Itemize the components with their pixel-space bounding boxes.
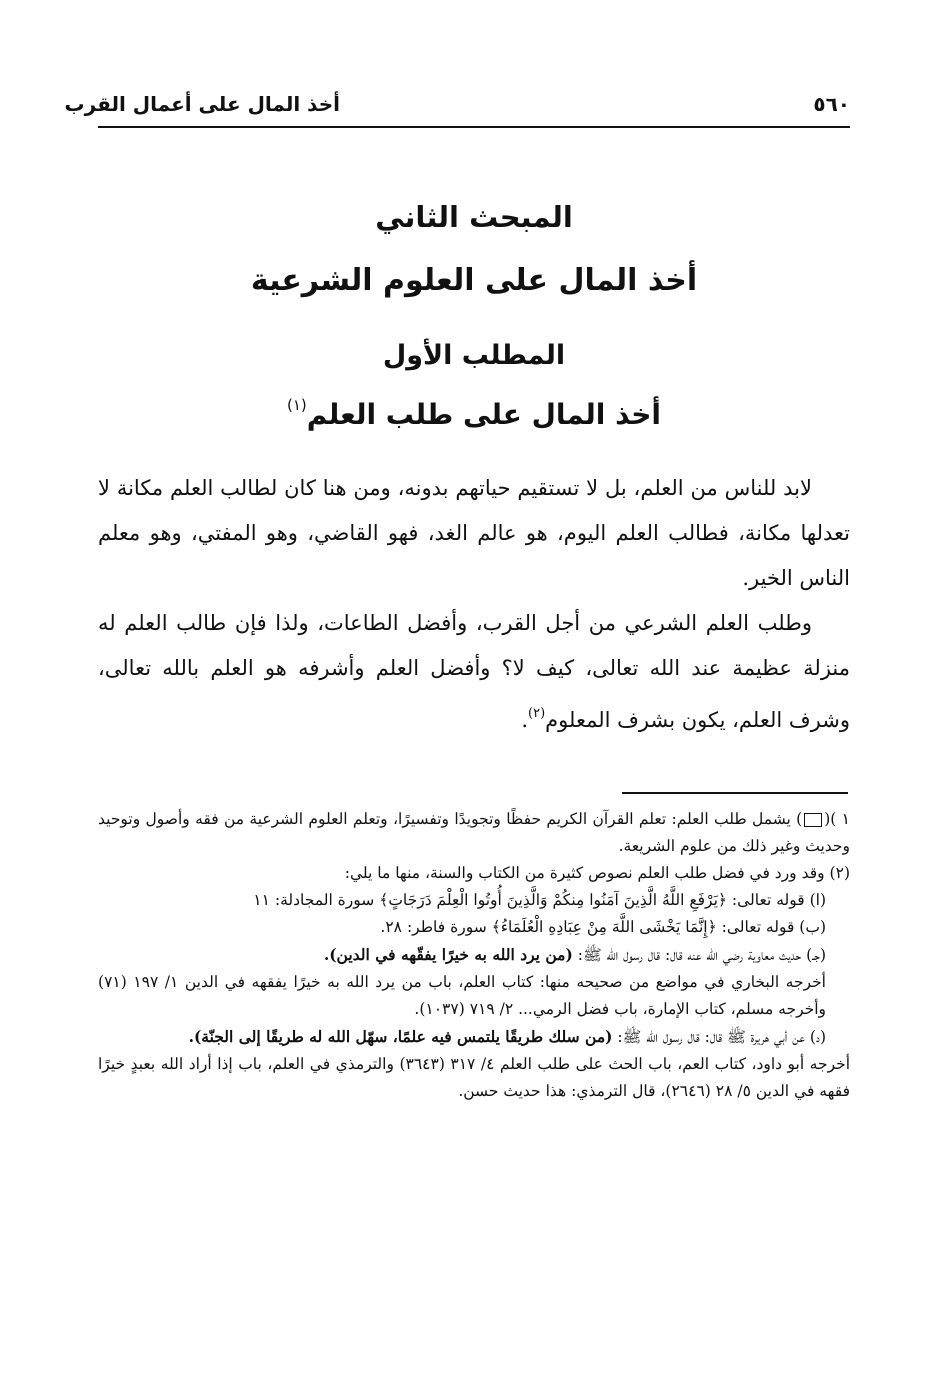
footnotes (98, 806, 850, 1105)
footnote-ref-1: (١) (286, 396, 307, 414)
footnote-2-item-a (98, 887, 850, 914)
body-text (98, 466, 850, 743)
section-heading: المبحث الثاني (375, 200, 573, 234)
subtopic-text: أخذ المال على طلب العلم (306, 398, 662, 431)
paragraph-2-text: وطلب العلم الشرعي من أجل القرب، وأفضل الطاعات، ولذا فإن طالب العلم له منزلة عظيمة عند الله تعالى، كيف لا؟ وأفضل العلم وأشرفه هو العلم بالله تعالى، وشرف العلم، يكون بشرف المعلوم (98, 611, 850, 732)
footnote-1-number: ١ )( (824, 810, 850, 828)
item-d-hadith: (من سلك طريقًا يلتمس فيه علمًا، سهّل الله له طريقًا إلى الجنّة). (188, 1027, 613, 1046)
item-c-hadith: (من يرد الله به خيرًا يفقّهه في الدين). (323, 945, 573, 964)
footnote-2-item-b (98, 914, 850, 941)
footnote-1 (98, 806, 850, 860)
item-b-verse: ﴿إِنَّمَا يَخْشَى اللَّهَ مِنْ عِبَادِهِ الْعُلَمَاءُ﴾ (491, 918, 717, 936)
item-b-reference: سورة فاطر: ٢٨. (380, 918, 487, 936)
paragraph-2-end: . (521, 708, 529, 732)
running-header (64, 92, 850, 128)
paragraph-2 (98, 601, 850, 743)
paragraph-1: لابد للناس من العلم، بل لا تستقيم حياتهم بدونه، ومن هنا كان لطالب العلم مكانة لا تعدلها مكانة، فطالب العلم اليوم، هو عالم الغد، فهو القاضي، وهو المفتي، وهو معلم الناس الخير. (98, 476, 850, 590)
topic-heading: أخذ المال على العلوم الشرعية (250, 263, 698, 298)
footnote-ref-2: (٢) (528, 706, 546, 721)
missing-glyph-box-icon (804, 813, 822, 827)
page-number: ٥٦٠ (813, 92, 850, 116)
item-a-prefix: (ا) قوله تعالى: (731, 891, 826, 909)
footnote-1-text: ) يشمل طلب العلم: تعلم القرآن الكريم حفظًا وتجويدًا وتفسيرًا، وتعلم العلوم الشرعية من فقه وأصول وتوحيد وحديث وغير ذلك من علوم الشريعة. (98, 810, 850, 855)
footnote-2-item-c (98, 941, 850, 969)
footnote-2-item-d-takhrij: أخرجه أبو داود، كتاب العم، باب الحث على طلب العلم ٤/ ٣١٧ (٣٦٤٣) والترمذي في العلم، باب إذا أراد الله بعبدٍ خيرًا فقهه في الدين ٥/ ٢٨ (٢٦٤٦)، قال الترمذي: هذا حديث حسن. (98, 1055, 851, 1100)
footnote-separator (622, 792, 848, 794)
subtopic-heading (98, 396, 850, 431)
running-title: أخذ المال على أعمال القرب (64, 92, 340, 116)
item-a-reference: سورة المجادلة: ١١ (253, 891, 375, 909)
item-c-prefix: (جـ) حديث معاوية رضي الله عنه قال: قال رسول الله ﷺ: (577, 946, 826, 964)
footnote-2-item-c-takhrij: أخرجه البخاري في مواضع من صحيحه منها: كتاب العلم، باب من يرد الله به خيرًا يفقهه في الدين ١/ ١٩٧ (٧١) وأخرجه مسلم، كتاب الإمارة، باب فضل الرمي... ٢/ ٧١٩ (١٠٣٧). (98, 973, 826, 1018)
footnote-2: (٢) وقد ورد في فضل طلب العلم نصوص كثيرة من الكتاب والسنة، منها ما يلي: (344, 864, 850, 882)
item-b-prefix: (ب) قوله تعالى: (721, 918, 826, 936)
item-a-verse: ﴿يَرْفَعِ اللَّهُ الَّذِينَ آمَنُوا مِنكُمْ وَالَّذِينَ أُوتُوا الْعِلْمَ دَرَجَاتٍ﴾ (379, 891, 727, 909)
subsection-heading: المطلب الأول (382, 340, 566, 371)
footnote-2-item-d (98, 1023, 850, 1051)
item-d-prefix: (د) عن أبي هريرة ﷺ قال: قال رسول الله ﷺ: (617, 1028, 826, 1046)
